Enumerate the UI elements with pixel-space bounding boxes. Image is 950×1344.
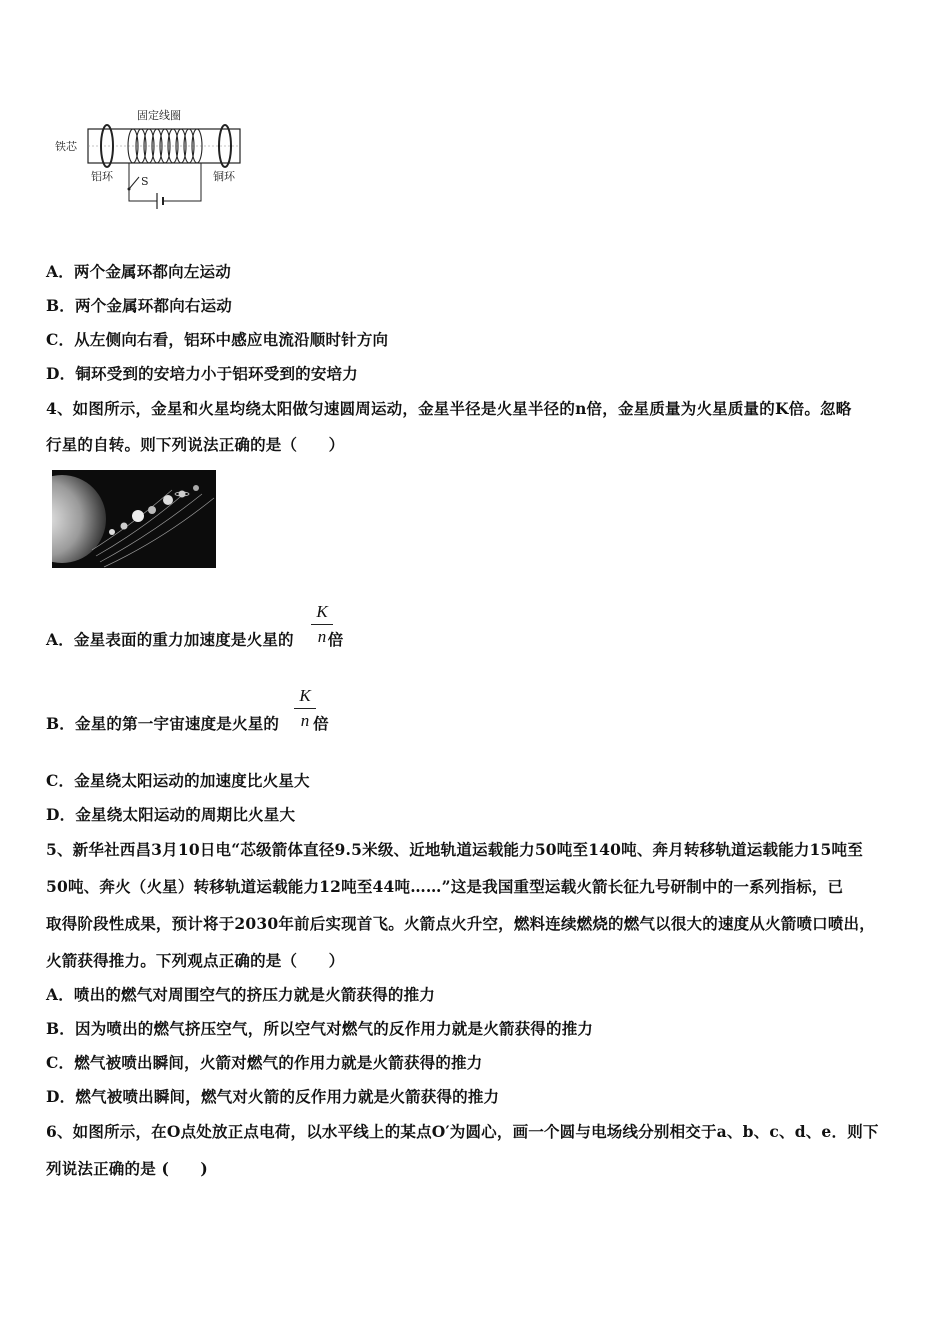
q4-option-c: C．金星绕太阳运动的加速度比火星大	[46, 771, 310, 790]
fraction-numerator: K	[299, 686, 311, 705]
q6-stem-line1: 6、如图所示，在O点处放正点电荷，以水平线上的某点O′为圆心，画一个圆与电场线分别相交于a、b、c、d、e．则下	[46, 1122, 879, 1141]
label-iron-core: 铁芯	[55, 140, 77, 153]
q3-option-d: D．铜环受到的安培力小于铝环受到的安培力	[46, 364, 358, 383]
fraction-numerator: K	[316, 602, 328, 621]
q4-stem-line1: 4、如图所示，金星和火星均绕太阳做匀速圆周运动，金星半径是火星半径的n倍，金星质量为火星质量的K倍。忽略	[46, 399, 852, 418]
q6-stem-line2: 列说法正确的是 ( )	[46, 1159, 208, 1178]
q4-option-a-text: A．金星表面的重力加速度是火星的	[46, 630, 294, 649]
label-switch: S	[141, 175, 149, 188]
coil-ring-figure	[55, 105, 255, 215]
q5-stem-line1: 5、新华社西昌3月10日电“芯级箭体直径9.5米级、近地轨道运载能力50吨至140吨、奔月转移轨道运载能力15吨至	[46, 840, 863, 859]
q4-option-b-text: B．金星的第一宇宙速度是火星的	[46, 714, 280, 733]
q5-option-d: D．燃气被喷出瞬间，燃气对火箭的反作用力就是火箭获得的推力	[46, 1087, 500, 1106]
q5-option-b: B．因为喷出的燃气挤压空气，所以空气对燃气的反作用力就是火箭获得的推力	[46, 1019, 594, 1038]
label-cu-ring: 铜环	[213, 170, 235, 183]
q5-stem-line2: 50吨、奔火（火星）转移轨道运载能力12吨至44吨……”这是我国重型运载火箭长征九号研制中的一系列指标，已	[46, 877, 844, 896]
q5-option-c: C．燃气被喷出瞬间，火箭对燃气的作用力就是火箭获得的推力	[46, 1053, 483, 1072]
solar-system-image	[52, 470, 216, 568]
q4-stem-line2: 行星的自转。则下列说法正确的是（ ）	[46, 435, 345, 454]
q4-option-a-fraction	[311, 602, 333, 647]
q3-option-a: A．两个金属环都向左运动	[46, 262, 231, 281]
q4-option-a-unit: 倍	[327, 630, 344, 649]
fraction-denominator: n	[300, 711, 310, 730]
label-al-ring: 铝环	[91, 170, 113, 183]
q4-option-b-unit: 倍	[313, 714, 329, 733]
q5-stem-line4: 火箭获得推力。下列观点正确的是（ ）	[46, 951, 345, 970]
fraction-denominator: n	[317, 627, 327, 646]
q3-option-c: C．从左侧向右看，铝环中感应电流沿顺时针方向	[46, 330, 389, 349]
q4-option-d: D．金星绕太阳运动的周期比火星大	[46, 805, 296, 824]
q5-stem-line3: 取得阶段性成果，预计将于2030年前后实现首飞。火箭点火升空，燃料连续燃烧的燃气以很大的速度从火箭喷口喷出，	[46, 914, 875, 933]
q4-option-b-fraction	[294, 686, 316, 731]
q5-option-a: A．喷出的燃气对周围空气的挤压力就是火箭获得的推力	[46, 985, 436, 1004]
q3-option-b: B．两个金属环都向右运动	[46, 296, 233, 315]
label-coil: 固定线圈	[137, 109, 181, 122]
q4-option-b	[46, 712, 329, 734]
q4-option-a	[46, 628, 343, 650]
